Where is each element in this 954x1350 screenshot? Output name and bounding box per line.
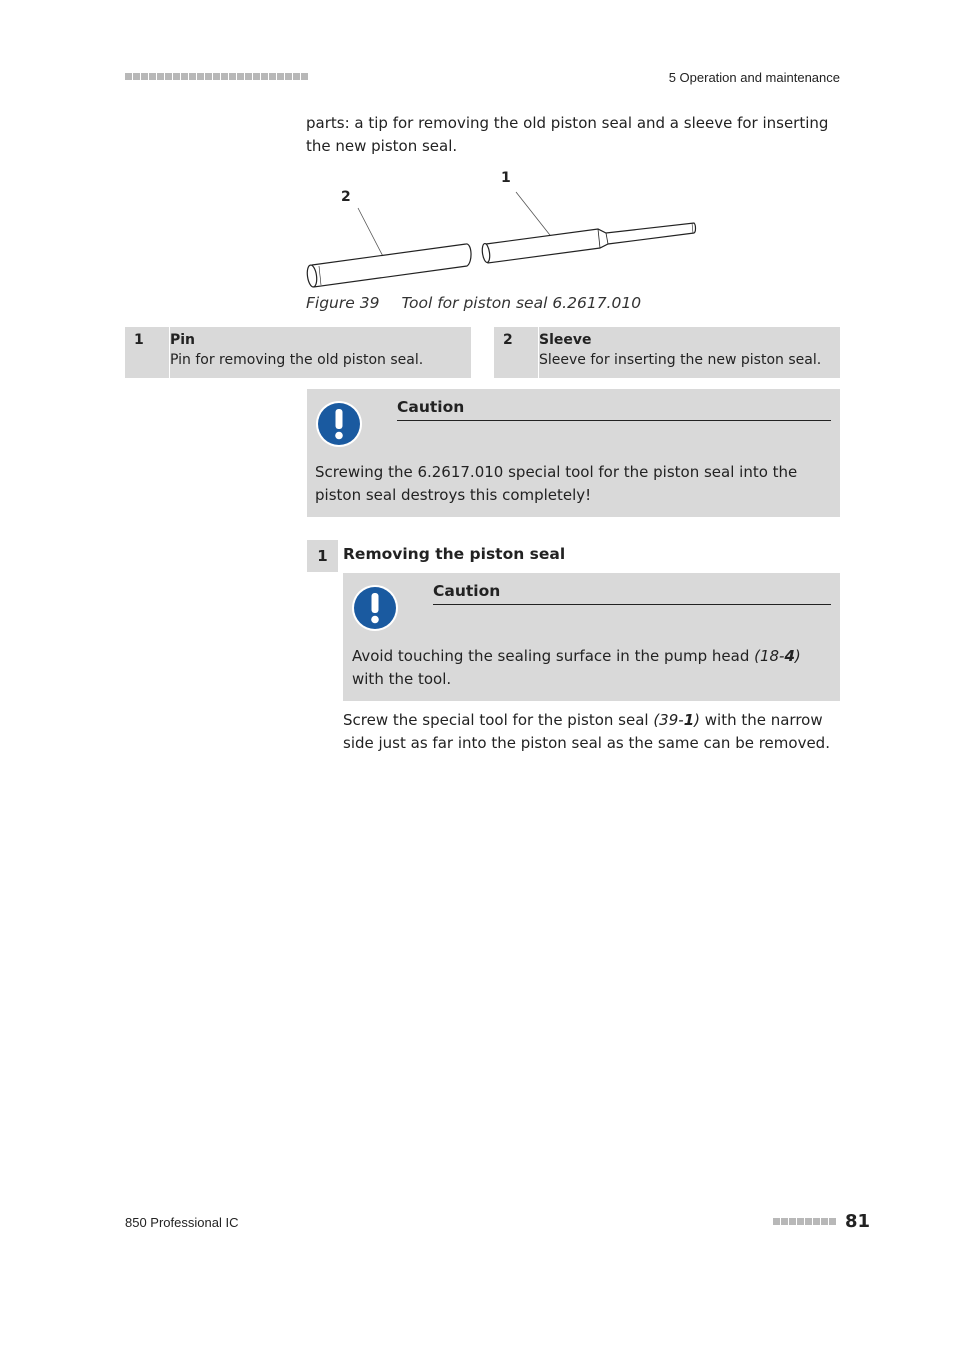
header-section-title: 5 Operation and maintenance [668,70,840,85]
header-decoration [125,73,308,80]
piston-seal-tool-figure [296,162,716,292]
intro-paragraph: parts: a tip for removing the old piston seal and a sleeve for inserting the new piston seal. [306,114,829,155]
callout-number-2: 2 [341,189,351,205]
legend-description: Sleeve for inserting the new piston seal. [539,352,822,368]
caution-rule [433,604,831,605]
caution-text: Screwing the 6.2617.010 special tool for the piston seal into the piston seal destroys this completely! [315,463,798,504]
callout-number-1: 1 [501,170,511,186]
caution-title: Caution [397,398,465,416]
legend-description: Pin for removing the old piston seal. [170,352,424,368]
figure-caption [306,294,641,312]
legend-number: 2 [503,332,513,348]
figure-reference: (18-4) [754,647,801,665]
legend-title: Sleeve [539,332,592,348]
page-number: 81 [845,1211,871,1232]
legend-item-sleeve [494,327,840,378]
exclamation-icon [315,400,363,448]
legend-title: Pin [170,332,196,348]
step-instruction: Screw the special tool for the piston seal (39-1) with the narrow side just as far into the piston seal as the same can be removed. [343,711,830,752]
figure-caption-title: Tool for piston seal 6.2617.010 [401,294,642,312]
figure-reference: (39-1) [653,711,700,729]
legend-item-pin [125,327,471,378]
footer-decoration [773,1218,836,1225]
step-title: Removing the piston seal [343,545,566,563]
caution-box [307,389,840,517]
exclamation-icon [351,584,399,632]
pin-drawing [481,223,695,263]
legend-number: 1 [134,332,144,348]
caution-rule [397,420,831,421]
caution-box-step [343,573,840,701]
step-number: 1 [307,540,338,572]
footer-product-name: 850 Professional IC [125,1215,239,1230]
figure-caption-number: Figure 39 [306,294,380,312]
sleeve-drawing [306,244,471,288]
caution-text: Avoid touching the sealing surface in the pump head (18-4) with the tool. [352,647,801,688]
caution-title: Caution [433,582,501,600]
